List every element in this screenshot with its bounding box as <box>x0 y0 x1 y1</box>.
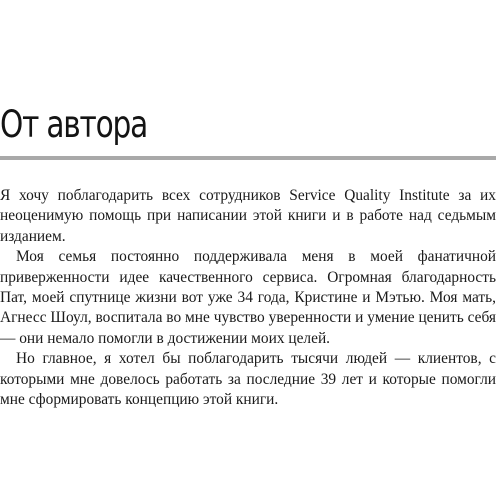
paragraph-2: Моя семья постоянно поддерживала меня в моей фанатичной приверженности идее качественного сервиса. Огромная благодарность Пат, моей спутнице жизни вот уже 34 года, Кристине и Мэтью. Моя мать, Агнесс Шоул, воспитала во мне чувство уверенности и умение ценить себя — они немало помогли в достижении моих целей. <box>0 248 496 347</box>
paragraph-1: Я хочу поблагодарить всех сотрудников Service Quality Institute за их неоценимую помощь при написании этой книги и в работе над седьмым изданием. <box>0 187 496 245</box>
paragraph-3: Но главное, я хотел бы поблагодарить тысячи людей — клиентов, с которыми мне довелось работать за последние 39 лет и которые помогли мне сформировать концепцию этой книги. <box>0 350 496 409</box>
title-divider <box>0 156 496 160</box>
chapter-title: От автора <box>0 103 148 146</box>
body-text <box>0 186 496 410</box>
